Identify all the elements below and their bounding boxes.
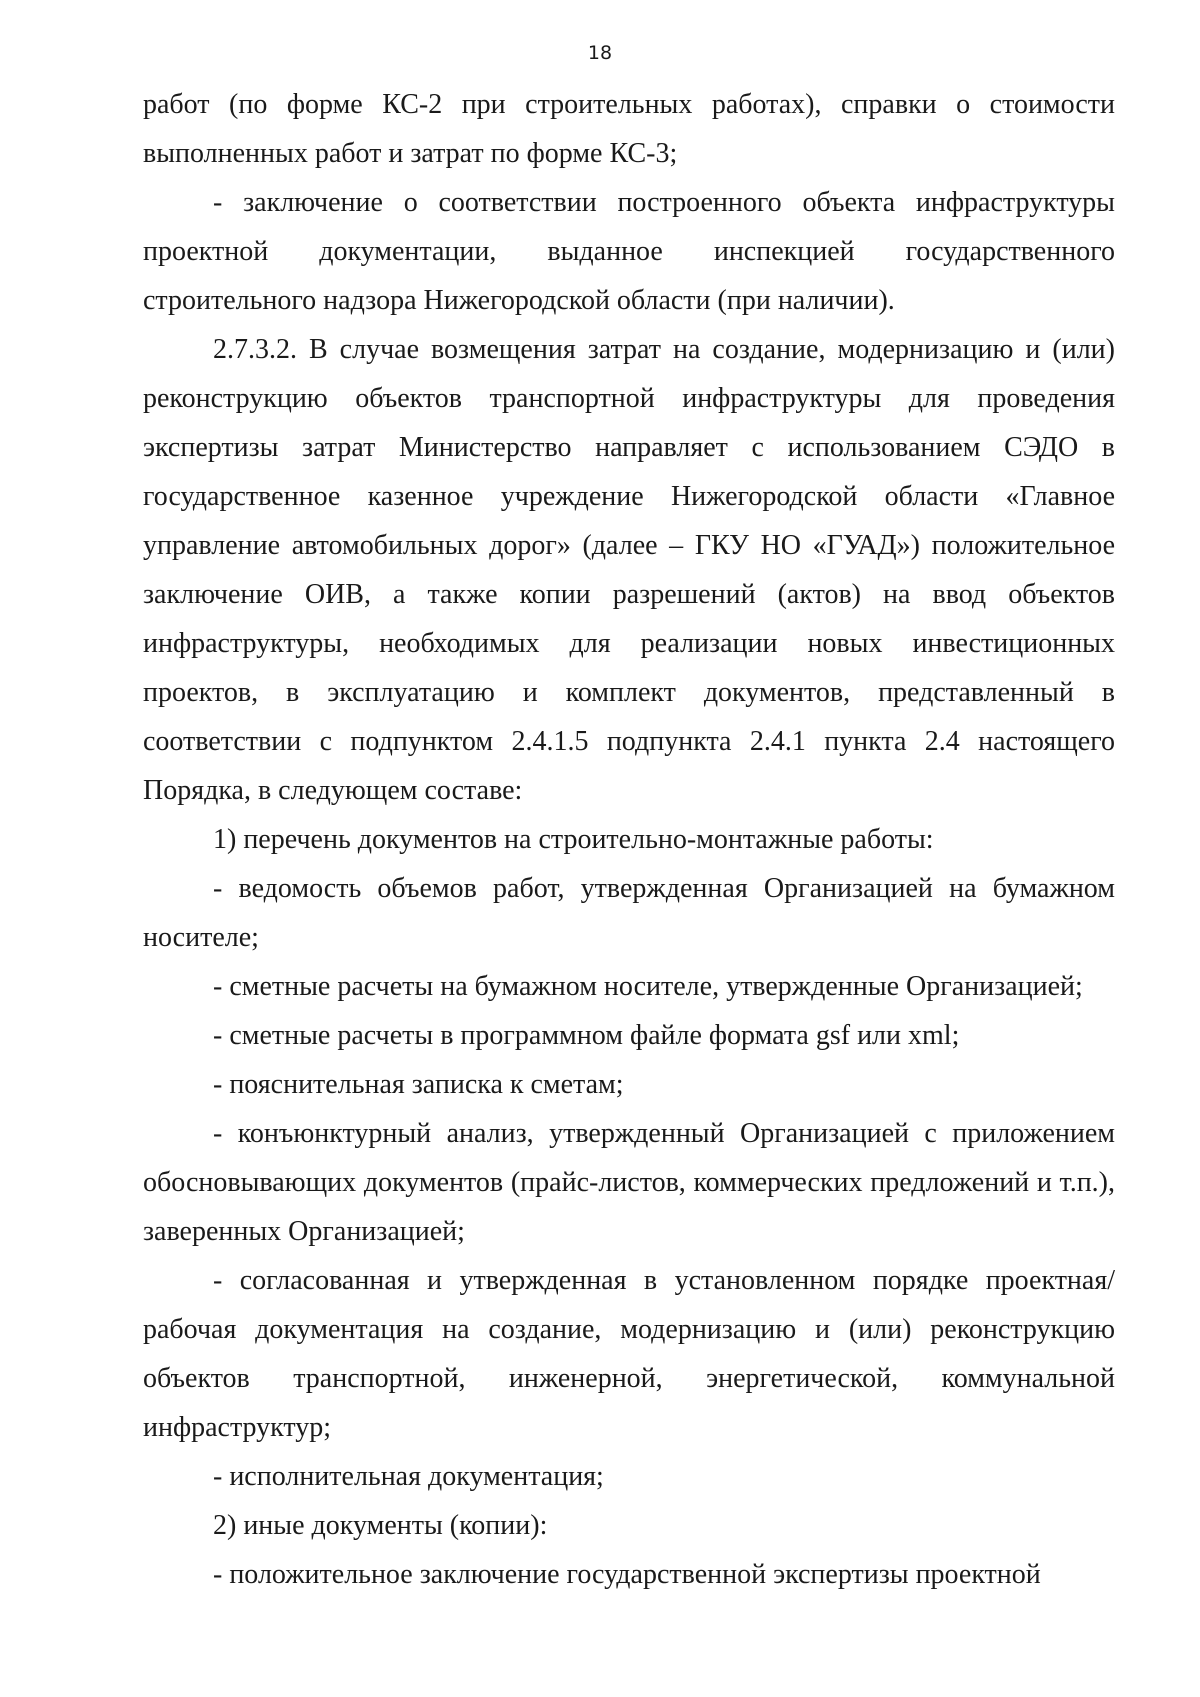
paragraph-continuation: работ (по форме КС-2 при строительных работах), справки о стоимости выполненных работ и затрат по форме КС-3;: [143, 89, 1115, 169]
paragraph-clause-2-7-3-2: 2.7.3.2. В случае возмещения затрат на создание, модернизацию и (или) реконструкцию объектов транспортной инфраструктуры для проведения экспертизы затрат Министерство направляет с использованием СЭДО в государственное казенное учреждение Нижегородской области «Главное управление автомобильных дорог» (далее – ГКУ НО «ГУАД») положительное заключение ОИВ, а также копии разрешений (актов) на ввод объектов инфраструктуры, необходимых для реализации новых инвестиционных проектов, в эксплуатацию и комплект документов, представленный в соответствии с подпунктом 2.4.1.5 подпункта 2.4.1 пункта 2.4 настоящего Порядка, в следующем составе:: [143, 334, 1115, 806]
list-item: - согласованная и утвержденная в установленном порядке проектная/рабочая документация на создание, модернизацию и (или) реконструкцию объектов транспортной, инженерной, энергетической, коммунальной инфраструктур;: [143, 1265, 1115, 1443]
list-item: - сметные расчеты на бумажном носителе, утвержденные Организацией;: [213, 971, 1083, 1002]
list-item: - пояснительная записка к сметам;: [213, 1069, 624, 1100]
list-item: - сметные расчеты в программном файле формата gsf или xml;: [213, 1020, 960, 1051]
list-item: - исполнительная документация;: [213, 1461, 604, 1492]
list-item: - положительное заключение государственной экспертизы проектной: [213, 1559, 1041, 1590]
list-item: - конъюнктурный анализ, утвержденный Организацией с приложением обосновывающих документов (прайс-листов, коммерческих предложений и т.п.), заверенных Организацией;: [143, 1118, 1115, 1247]
page-number: 18: [587, 42, 613, 64]
paragraph-list-1-heading: 1) перечень документов на строительно-монтажные работы:: [213, 824, 934, 855]
list-item: - ведомость объемов работ, утвержденная Организацией на бумажном носителе;: [143, 873, 1115, 953]
paragraph-list-2-heading: 2) иные документы (копии):: [213, 1510, 548, 1541]
paragraph-conclusion-item: - заключение о соответствии построенного объекта инфраструктуры проектной документации, выданное инспекцией государственного строительного надзора Нижегородской области (при наличии).: [143, 187, 1115, 316]
document-body: [143, 80, 1115, 1599]
